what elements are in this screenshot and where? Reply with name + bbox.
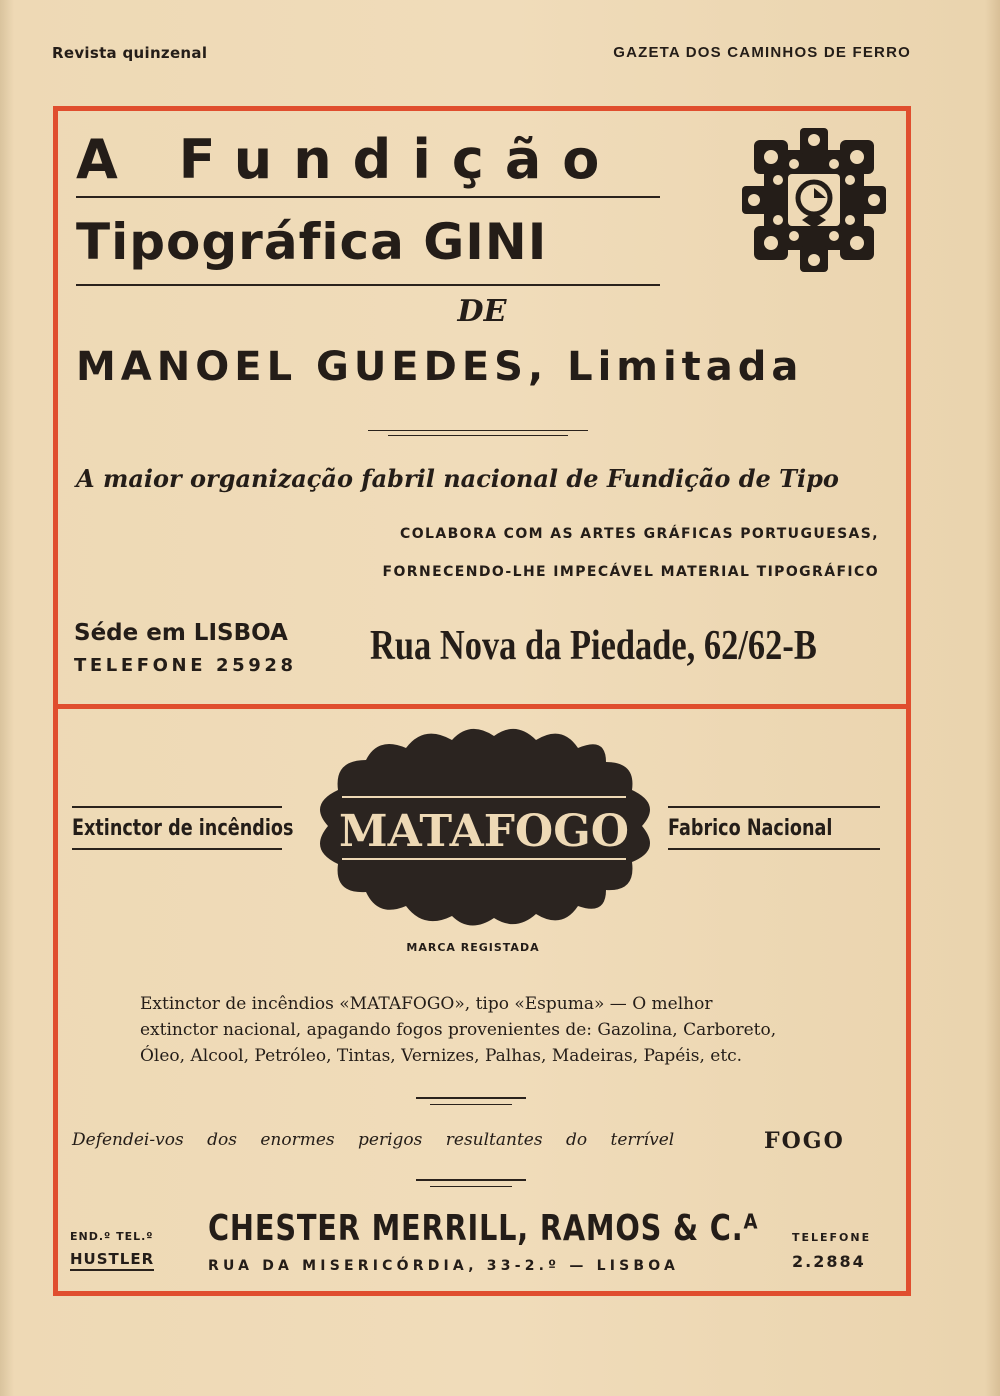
telegraphic-address: HUSTLER: [70, 1250, 154, 1271]
matafogo-desc-line2: extinctor nacional, apagando fogos provenientes de: Gazolina, Carboreto,: [140, 1020, 777, 1040]
matafogo-brand: MATAFOGO: [339, 806, 629, 857]
gear-type-foundry-logo-icon: [742, 128, 886, 272]
gini-telefone: TELEFONE 25928: [74, 655, 297, 676]
separator-rule-2-thin: [430, 1104, 512, 1105]
telegraphic-address-label: END.º TEL.º: [70, 1230, 154, 1243]
matafogo-warning: Defendei-vos dos enormes perigos resultantes do terrível: [72, 1130, 675, 1150]
title-rule-top: [76, 196, 660, 198]
separator-rule-3: [416, 1179, 526, 1181]
ad-divider: [58, 704, 906, 709]
matafogo-left-label: Extinctor de incêndios: [72, 806, 282, 850]
gini-address: Rua Nova da Piedade, 62/62-B: [370, 623, 817, 669]
gini-tagline: A maior organização fabril nacional de Fundição de Tipo: [76, 464, 839, 493]
running-header-left: Revista quinzenal: [52, 44, 208, 62]
gini-company-name: MANOEL GUEDES, Limitada: [76, 344, 804, 390]
separator-rule-2: [416, 1097, 526, 1099]
matafogo-address: RUA DA MISERICÓRDIA, 33-2.º — LISBOA: [208, 1258, 680, 1274]
matafogo-right-label: Fabrico Nacional: [668, 806, 880, 850]
matafogo-trademark: MARCA REGISTADA: [406, 941, 540, 954]
separator-rule-thin: [388, 435, 568, 436]
title-rule-bottom: [76, 284, 660, 286]
matafogo-company: CHESTER MERRILL, RAMOS & C.ᴬ: [208, 1208, 759, 1249]
matafogo-desc-line1: Extinctor de incêndios «MATAFOGO», tipo «Espuma» — O melhor: [140, 994, 713, 1014]
gini-de: DE: [457, 294, 507, 329]
matafogo-desc-line3: Óleo, Alcool, Petróleo, Tintas, Vernizes, Palhas, Madeiras, Papéis, etc.: [140, 1046, 743, 1066]
gini-title-line1: A Fundição: [76, 128, 621, 191]
running-header-right: GAZETA DOS CAMINHOS DE FERRO: [613, 44, 911, 61]
gini-sede: Séde em LISBOA: [74, 620, 288, 646]
gini-line2: FORNECENDO-LHE IMPECÁVEL MATERIAL TIPOGRÁFICO: [382, 564, 879, 580]
gini-title-line2: Tipográfica GINI: [76, 213, 548, 271]
matafogo-brand-badge: [306, 722, 662, 932]
matafogo-warning-emph: FOGO: [764, 1128, 845, 1154]
gini-line1: COLABORA COM AS ARTES GRÁFICAS PORTUGUESAS,: [400, 526, 879, 542]
separator-rule-3-thin: [430, 1186, 512, 1187]
separator-rule: [368, 430, 588, 431]
phone-number: 2.2884: [792, 1252, 866, 1271]
phone-label: TELEFONE: [792, 1231, 872, 1244]
